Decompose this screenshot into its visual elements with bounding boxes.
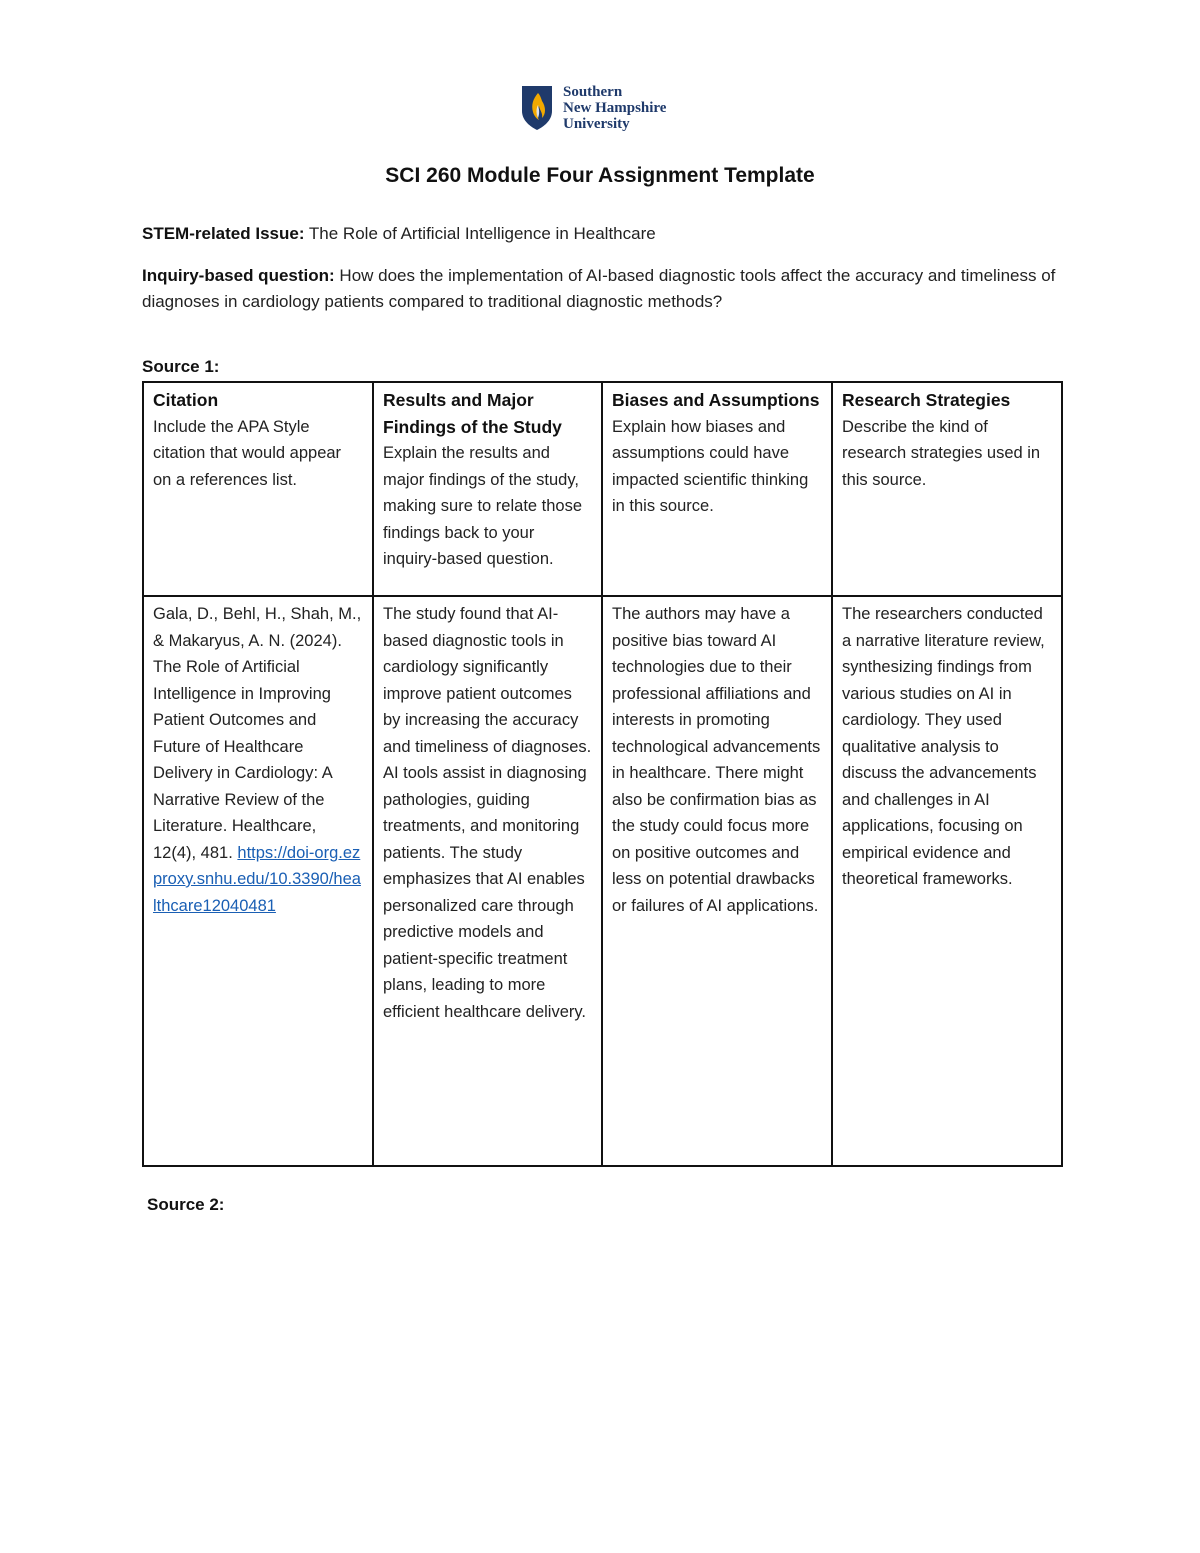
logo-line-1: Southern [563, 84, 623, 100]
table-row [143, 596, 1062, 1166]
cell-strategies: The researchers conducted a narrative literature review, synthesizing findings from various studies on AI in cardiology. They used qualitative analysis to discuss the advancements and challenges in AI applications, focusing on empirical evidence and theoretical frameworks. [832, 596, 1062, 1166]
logo-line-3: University [563, 116, 630, 132]
inquiry-question [142, 263, 1062, 315]
stem-issue-label: STEM-related Issue: [142, 224, 305, 243]
document-title: SCI 260 Module Four Assignment Template [385, 164, 815, 187]
citation-text: Gala, D., Behl, H., Shah, M., & Makaryus, A. N. (2024). The Role of Artificial Intelligence in Improving Patient Outcomes and Future of Healthcare Delivery in Cardiology: A Narrative Review of the Literature. Healthcare, 12(4), 481. [153, 605, 362, 862]
header-biases-desc: Explain how biases and assumptions could have impacted scientific thinking in this source. [612, 417, 809, 515]
cell-biases: The authors may have a positive bias toward AI technologies due to their professional affiliations and interests in promoting technological advancements in healthcare. There might also be confirmation bias as the study could focus more on positive outcomes and less on potential drawbacks or failures of AI applications. [602, 596, 832, 1166]
header-biases-title: Biases and Assumptions [612, 390, 820, 410]
header-results [373, 382, 602, 596]
university-logo [521, 84, 666, 132]
source-2-label: Source 2: [147, 1195, 225, 1214]
citation-doi-link[interactable]: https://doi-org.ezproxy.snhu.edu/10.3390/healthcare12040481 [153, 843, 361, 915]
header-biases [602, 382, 832, 596]
header-citation-desc: Include the APA Style citation that would appear on a references list. [153, 417, 342, 489]
header-citation-title: Citation [153, 390, 219, 410]
logo-wordmark [563, 84, 666, 132]
cell-results: The study found that AI-based diagnostic tools in cardiology significantly improve patient outcomes by increasing the accuracy and timeliness of diagnoses. AI tools assist in diagnosing pathologies, guiding treatments, and monitoring patients. The study emphasizes that AI enables personalized care through predictive models and patient-specific treatment plans, leading to more efficient healthcare delivery. [373, 596, 602, 1166]
header-results-desc: Explain the results and major findings of the study, making sure to relate those findings back to your inquiry-based question. [383, 444, 583, 568]
header-citation [143, 382, 373, 596]
header-strategies [832, 382, 1062, 596]
header-strategies-title: Research Strategies [842, 390, 1011, 410]
table-header-row [143, 382, 1062, 596]
inquiry-question-value: How does the implementation of AI-based diagnostic tools affect the accuracy and timeliness of diagnoses in cardiology patients compared to traditional diagnostic methods? [142, 266, 1056, 311]
logo-line-2: New Hampshire [563, 100, 667, 116]
header-strategies-desc: Describe the kind of research strategies used in this source. [842, 417, 1041, 489]
stem-issue-value: The Role of Artificial Intelligence in Healthcare [304, 224, 656, 243]
header-results-title: Results and Major Findings of the Study [383, 390, 562, 437]
shield-flame-icon [521, 85, 553, 131]
source-1-table [142, 381, 1063, 1167]
inquiry-question-label: Inquiry-based question: [142, 266, 335, 285]
stem-issue [142, 221, 1062, 247]
cell-citation [143, 596, 373, 1166]
source-1-label: Source 1: [142, 357, 220, 376]
